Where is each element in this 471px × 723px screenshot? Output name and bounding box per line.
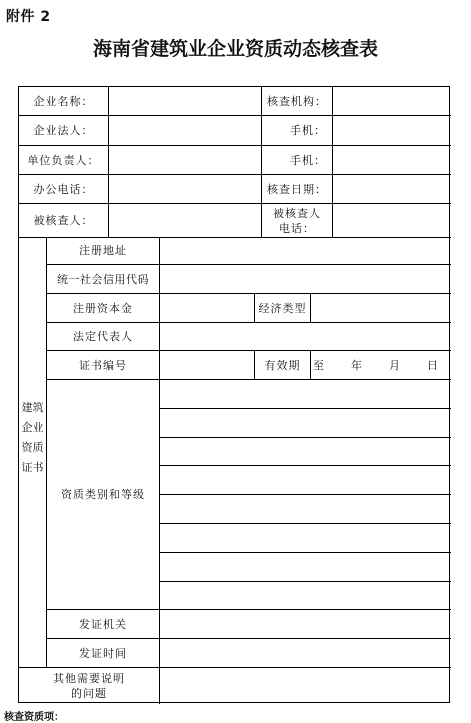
other-issues-line1: 其他需要说明 — [53, 671, 125, 685]
economic-type-field[interactable] — [311, 294, 449, 322]
qualification-row[interactable] — [160, 409, 449, 437]
credit-code-label: 统一社会信用代码 — [57, 272, 149, 286]
legal-rep-field[interactable] — [160, 323, 449, 350]
qualification-row[interactable] — [160, 582, 449, 609]
qualification-row[interactable] — [160, 553, 449, 581]
inspectee-phone-label — [262, 204, 332, 237]
legal-person-label: 企业法人： — [33, 124, 94, 137]
unit-head-mobile-field[interactable] — [333, 146, 449, 174]
other-issues-field[interactable] — [160, 668, 449, 703]
issue-time-field[interactable] — [160, 639, 449, 667]
validity-field[interactable] — [311, 351, 449, 379]
validity-day: 日 — [427, 358, 439, 372]
qualification-row[interactable] — [160, 380, 449, 408]
economic-type-label: 经济类型 — [258, 301, 307, 315]
office-phone-field[interactable] — [109, 175, 261, 203]
inspection-agency-field[interactable] — [333, 87, 449, 115]
company-name-label: 企业名称： — [33, 94, 94, 108]
office-phone-label: 办公电话： — [33, 182, 94, 196]
issue-time-label: 发证时间 — [79, 646, 127, 660]
qualification-label: 资质类别和等级 — [61, 488, 145, 501]
mobile-label-1: 手机： — [290, 124, 326, 137]
inspectee-phone-field[interactable] — [333, 204, 449, 237]
inspectee-field[interactable] — [109, 204, 261, 237]
validity-year: 年 — [351, 358, 363, 372]
cert-number-field[interactable] — [160, 351, 254, 379]
company-name-field[interactable] — [109, 87, 261, 115]
unit-head-field[interactable] — [109, 146, 261, 174]
qualification-row[interactable] — [160, 524, 449, 552]
inspection-agency-label: 核查机构： — [267, 94, 327, 108]
inspectee-phone-label-line1: 被核查人 — [273, 206, 321, 220]
attachment-label: 附件 2 — [6, 9, 51, 25]
other-issues-line2: 的问题 — [71, 686, 107, 700]
legal-person-field[interactable] — [109, 116, 261, 145]
legal-rep-label: 法定代表人 — [73, 330, 133, 343]
issuing-authority-label: 发证机关 — [79, 617, 127, 631]
inspectee-label: 被核查人： — [33, 214, 94, 227]
registered-capital-label: 注册资本金 — [73, 301, 133, 315]
validity-label: 有效期 — [264, 358, 301, 372]
inspection-items-label: 核查资质项： — [4, 712, 64, 723]
validity-month: 月 — [389, 358, 401, 372]
registered-address-label: 注册地址 — [79, 244, 127, 257]
unit-head-label: 单位负责人： — [27, 153, 100, 167]
cert-section-label-text: 建筑企业资质证书 — [21, 401, 44, 474]
inspection-date-label: 核查日期： — [267, 182, 327, 196]
registered-address-field[interactable] — [160, 237, 449, 264]
inspection-date-field[interactable] — [333, 175, 449, 203]
legal-person-mobile-field[interactable] — [333, 116, 449, 145]
validity-to: 至 — [313, 358, 325, 372]
qualification-row[interactable] — [160, 466, 449, 494]
cert-section-label — [19, 398, 46, 478]
qualification-row[interactable] — [160, 438, 449, 465]
issuing-authority-field[interactable] — [160, 610, 449, 638]
cert-number-label: 证书编号 — [79, 358, 127, 372]
inspectee-phone-label-line2: 电话： — [279, 221, 315, 235]
other-issues-label — [19, 668, 159, 703]
qualification-row[interactable] — [160, 495, 449, 523]
credit-code-field[interactable] — [160, 265, 449, 293]
inspection-form — [18, 86, 450, 703]
registered-capital-field[interactable] — [160, 294, 254, 322]
mobile-label-2: 手机： — [290, 153, 326, 167]
form-title: 海南省建筑业企业资质动态核查表 — [92, 38, 378, 60]
